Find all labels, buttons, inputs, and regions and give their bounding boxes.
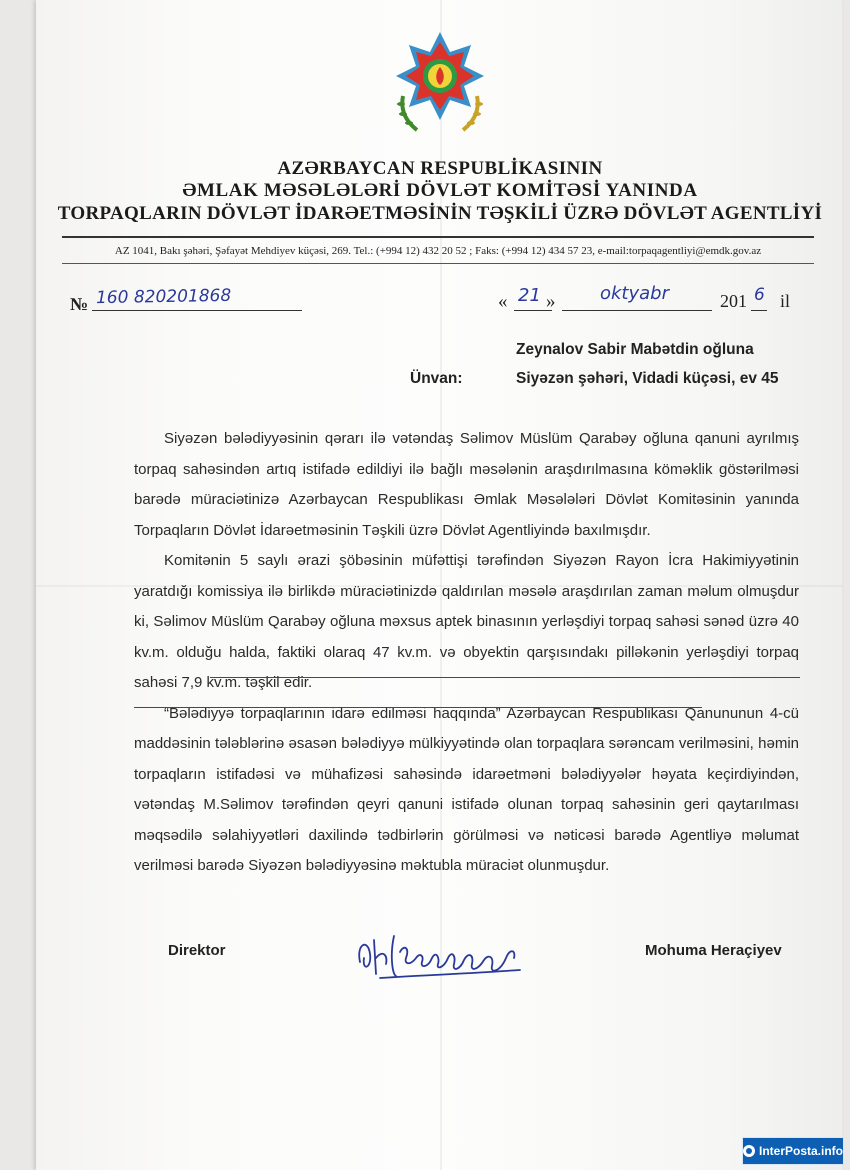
watermark-badge	[742, 1137, 844, 1165]
header-divider-top	[62, 236, 814, 238]
recipient-address-label: Ünvan:	[410, 370, 463, 387]
watermark-text: InterPosta.info	[758, 1144, 843, 1158]
recipient-name: Zeynalov Sabir Mabətdin oğluna	[516, 341, 754, 358]
header-committee: ƏMLAK MƏSƏLƏLƏRİ DÖVLƏT KOMİTƏSİ YANINDA	[182, 180, 698, 201]
handwritten-signature	[350, 914, 540, 994]
signatory-name: Mohuma Heraçiyev	[645, 942, 782, 959]
state-emblem-icon	[387, 24, 493, 136]
reference-number-label: №	[70, 294, 89, 314]
handwritten-underline-2	[134, 707, 702, 708]
date-year-prefix: 201	[720, 291, 747, 311]
letter-body	[134, 424, 799, 882]
header-divider-bottom	[62, 263, 814, 264]
globe-icon	[743, 1145, 755, 1157]
header-agency: TORPAQLARIN DÖVLƏT İDARƏETMƏSİNİN TƏŞKİLİ ÜZRƏ DÖVLƏT AGENTLİYİ	[57, 203, 823, 224]
date-year-suffix: 6	[754, 285, 765, 305]
date-year-unit: il	[780, 291, 791, 311]
date-quote-close: »	[546, 291, 556, 312]
reference-number: 160 820201868	[95, 285, 232, 309]
date-month-line	[562, 310, 712, 311]
reference-number-line	[92, 310, 302, 311]
date-month: oktyabr	[600, 283, 670, 304]
signatory-title: Direktor	[168, 942, 226, 959]
date-day: 21	[518, 285, 541, 306]
date-quote-open: «	[498, 291, 508, 312]
recipient-address: Siyəzən şəhəri, Vidadi küçəsi, ev 45	[516, 370, 779, 387]
body-paragraph-2: Komitənin 5 saylı ərazi şöbəsinin müfəttişi tərəfindən Siyəzən Rayon İcra Hakimiyyətinin yaratdığı komissiya ilə birlikdə müraciətinizdə qaldırılan məsələ araşdırılan zaman məlum olmuşdur ki, Səlimov Müslüm Qarabəy oğluna məxsus aptek binasının yerləşdiyi torpaq sahəsi sənəd üzrə 40 kv.m. olduğu halda, faktiki olaraq 47 kv.m. və obyektin qarşısındakı pilləkənin yerləşdiyi torpaq sahəsi 7,9 kv.m. təşkil edir.	[134, 552, 799, 691]
header-country: AZƏRBAYCAN RESPUBLİKASININ	[277, 158, 603, 179]
body-paragraph-3: “Bələdiyyə torpaqlarının idarə edilməsi haqqında” Azərbaycan Respublikası Qanununun 4-cü maddəsinin tələblərinə əsasən bələdiyyə mülkiyyətində olan torpaqlara sərəncam verilməsini, həmin torpaqların istifadəsi və mühafizəsi sahəsində idarəetməni bələdiyyələr həyata keçirdiyindən, vətəndaş M.Səlimov tərəfindən qeyri qanuni istifadə olunan torpaq sahəsinin geri qaytarılması məqsədilə səlahiyyətləri daxilində tədbirlərin görülməsi və nəticəsi barədə Agentliyə məlumat verilməsi barədə Siyəzən bələdiyyəsinə məktubla müraciət olunmuşdur.	[134, 704, 799, 874]
handwritten-underline-1	[210, 677, 800, 678]
date-year-line	[751, 310, 767, 311]
body-paragraph-1: Siyəzən bələdiyyəsinin qərarı ilə vətəndaş Səlimov Müslüm Qarabəy oğluna qanuni ayrılmış torpaq sahəsindən artıq istifadə edildiyi ilə bağlı məsələnin araşdırılmasına köməklik göstərilməsi barədə müraciətinizə Azərbaycan Respublikası Əmlak Məsələləri Dövlət Komitəsinin yanında Torpaqların Dövlət İdarəetməsinin Təşkili üzrə Dövlət Agentliyində baxılmışdır.	[134, 430, 799, 539]
header-address: AZ 1041, Bakı şəhəri, Şəfayət Mehdiyev küçəsi, 269. Tel.: (+994 12) 432 20 52 ; Faks: (+994 12) 434 57 23, e-mail:torpaqagentliyi@emdk.gov.az	[114, 245, 762, 257]
